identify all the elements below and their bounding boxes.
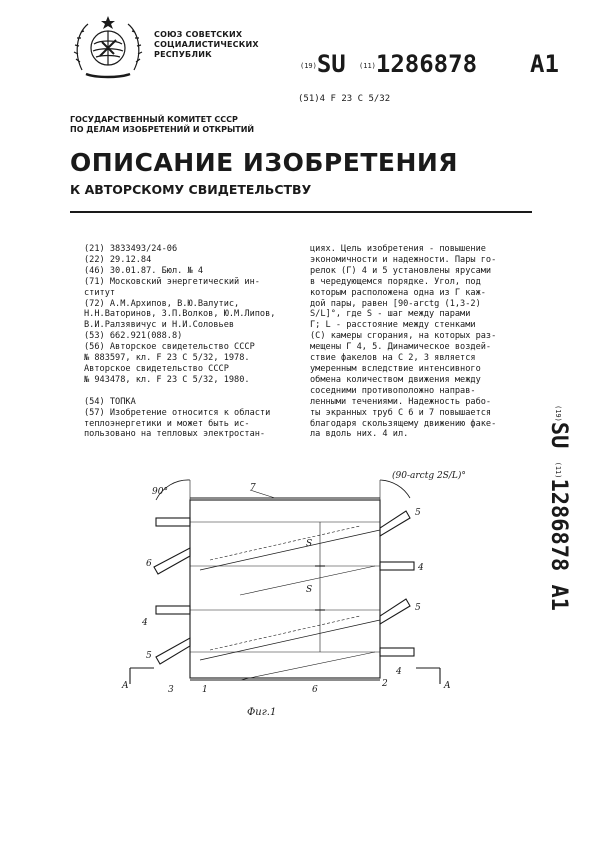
header-rule [70,211,532,213]
text-line: обмена количеством движения между [310,374,481,385]
text-line: ты экранных труб С 6 и 7 повышается [310,407,492,418]
text-line: мещены Г 4, 5. Динамическое воздей- [310,342,492,353]
text-line: благодаря скользящему движению факе- [310,418,497,429]
text-line: которым расположена одна из Г каж- [310,287,486,298]
committee-line: ПО ДЕЛАМ ИЗОБРЕТЕНИЙ И ОТКРЫТИЙ [70,125,255,134]
burner-5-top-right [380,511,410,536]
country-code: SU [316,50,346,78]
burner-4-bottom-right [380,648,414,656]
text-line: в чередующемся порядке. Угол, под [310,276,481,287]
text-line: (56) Авторское свидетельство СССР [84,342,255,353]
text-line: циях. Цель изобретения - повышение [310,244,486,254]
text-line: (46) 30.01.87. Бюл. № 4 [84,265,203,276]
text-line: дой пары, равен [90-arctg (1,3-2) [310,298,481,309]
text-line: В.И.Ралзявичус и Н.И.Соловьев [84,320,235,331]
text-line: (53) 662.921(088.8) [84,331,183,342]
side-kind: A1 [546,584,571,611]
label-3: 3 [168,685,174,695]
label-5-top: 5 [415,508,421,518]
text-line: ленными течениями. Надежность рабо- [310,396,492,407]
side-code-11: (11) [554,461,562,479]
side-code-19: (19) [554,405,562,422]
label-a-left: A [122,681,129,691]
text-line: пользовано на тепловых электростан- [84,429,266,440]
bibliographic-column [84,244,309,440]
text-line [84,386,309,397]
document-subtitle: К АВТОРСКОМУ СВИДЕТЕЛЬСТВУ [70,182,312,197]
union-line: СОЮЗ СОВЕТСКИХ [154,30,243,39]
code-11: (11) [359,62,376,70]
text-line: (57) Изобретение относится к области [84,407,271,418]
text-line: ститут [84,287,116,298]
union-line: СОЦИАЛИСТИЧЕСКИХ [154,40,259,49]
label-s-top: S [306,539,313,549]
text-line: (22) 29.12.84 [84,254,152,265]
text-line: S/L]°, где S - шаг между парами [310,309,471,320]
text-line: № 883597, кл. F 23 C 5/32, 1978. [84,353,250,364]
label-6-bottom: 6 [312,685,318,695]
committee-line: ГОСУДАРСТВЕННЫЙ КОМИТЕТ СССР [70,115,238,124]
text-line: Авторское свидетельство СССР [84,363,229,374]
combustion-chamber [190,500,380,678]
burner-4-top-left [156,518,190,526]
text-line: (21) 3833493/24-06 [84,244,178,254]
text-line: (71) Московский энергетический ин- [84,276,260,287]
text-line: ла вдоль них. 4 ил. [310,429,409,440]
abstract-column [310,244,535,440]
text-line: теплоэнергетики и может быть ис- [84,418,250,429]
side-patent-number: 1286878 [546,478,571,572]
union-name [154,30,259,60]
label-angle-left: 90° [152,487,168,497]
code-19: (19) [300,62,317,70]
label-angle-right: (90-arctg 2S/L)° [392,471,466,481]
label-a-right: A [444,681,451,691]
label-4-left: 4 [142,618,148,628]
text-line: (72) А.М.Архипов, В.Ю.Валутис, [84,298,240,309]
label-1: 1 [202,685,208,695]
side-country: SU [546,421,571,449]
label-4-right: 4 [418,563,424,573]
kind-code: A1 [530,50,559,78]
text-line: (С) камеры сгорания, на которых раз- [310,331,497,342]
burner-4-mid-left [156,606,190,614]
label-6-left: 6 [146,559,152,569]
label-4-bottom: 4 [396,667,402,677]
label-5-left: 5 [146,651,152,661]
burner-5-left [156,638,190,664]
burner-4-right [380,562,414,570]
text-line: ствие факелов на С 2, 3 является [310,353,476,364]
text-line: Н.Н.Ваторинов, З.П.Волков, Ю.М.Липов, [84,309,276,320]
text-line: Г; L - расстояние между стенками [310,320,476,331]
ussr-emblem [72,14,144,82]
figure-1-furnace [110,470,550,720]
label-s-bottom: S [306,585,313,595]
burner-5-mid-right [380,599,410,624]
figure-caption: Фиг.1 [247,707,277,718]
text-line: соседними противоположно направ- [310,385,476,396]
text-line: релок (Г) 4 и 5 установлены ярусами [310,265,492,276]
union-line: РЕСПУБЛИК [154,50,212,59]
patent-number: 1286878 [375,50,478,78]
label-5-right: 5 [415,603,421,613]
document-title: ОПИСАНИЕ ИЗОБРЕТЕНИЯ [70,148,459,177]
document-number [300,50,559,78]
text-line: (54) ТОПКА [84,396,136,407]
committee [70,115,254,135]
ipc-class: (51)4 F 23 C 5/32 [298,94,391,104]
label-7: 7 [250,483,256,493]
text-line: экономичности и надежности. Пары го- [310,254,497,265]
side-number [546,405,586,675]
label-2: 2 [382,679,388,689]
burner-6-left [154,548,190,574]
text-line: № 943478, кл. F 23 C 5/32, 1980. [84,374,250,385]
text-line: умеренным вследствие интенсивного [310,363,481,374]
